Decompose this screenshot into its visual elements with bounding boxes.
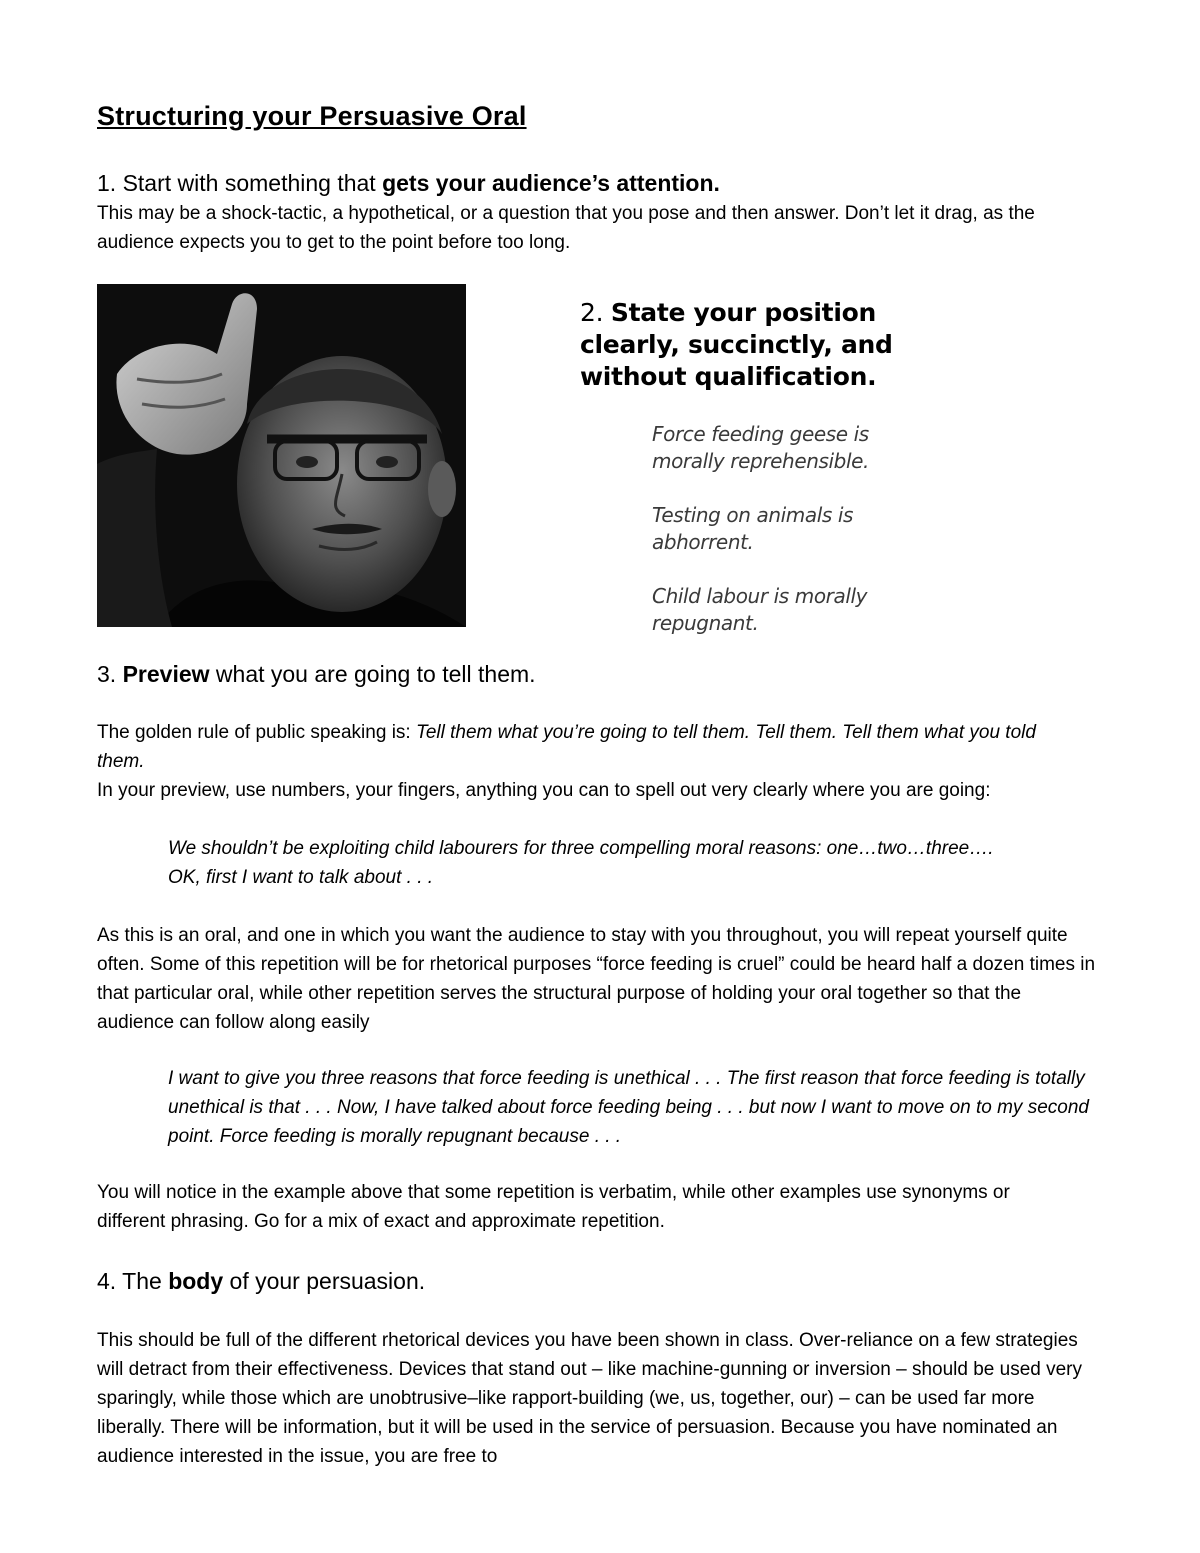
section-3-emphasis: Preview (122, 661, 210, 687)
section-3-paragraph-2: In your preview, use numbers, your fingers, anything you can to spell out very clearly where you are going: (97, 780, 991, 801)
section-4-heading (97, 1268, 425, 1295)
section-1-lead: Start with something that (116, 170, 383, 196)
position-example: Testing on animals is abhorrent. (652, 503, 854, 554)
speaker-photo (97, 284, 466, 627)
section-1-number: 1. (97, 170, 117, 196)
preview-example-line-2: OK, first I want to talk about . . . (168, 867, 434, 888)
section-3-heading (97, 661, 536, 688)
section-3-tail: what you are going to tell them. (209, 661, 536, 687)
section-1-heading (97, 170, 720, 197)
section-4-tail: of your persuasion. (223, 1268, 426, 1294)
section-3-paragraph-1 (97, 718, 1072, 776)
section-3-paragraph-4: You will notice in the example above that some repetition is verbatim, while other examples use synonyms or different phrasing. Go for a mix of exact and approximate repetition. (97, 1182, 1010, 1232)
section-2-number: 2. (580, 298, 611, 327)
preview-example-line-1: We shouldn’t be exploiting child labourers for three compelling moral reasons: one…two…three…. (168, 838, 994, 859)
section-4-body: This should be full of the different rhetorical devices you have been shown in class. Over-reliance on a few strategies will detract from their effectiveness. Devices that stand out – like machine-gunning or inversion – should be used very sparingly, while those which are unobtrusive–like rapport-building (we, us, together, our) – can be used far more liberally. There will be information, but it will be used in the service of persuasion. Because you have nominated an audience interested in the issue, you are free to (97, 1330, 1082, 1467)
section-4-emphasis: body (168, 1268, 224, 1294)
section-2-heading (580, 297, 920, 393)
golden-rule-quote: Tell them what you’re going to tell them. Tell them. Tell them what you told them. (97, 722, 1036, 772)
section-1-body: This may be a shock-tactic, a hypothetical, or a question that you pose and then answer. Don’t let it drag, as the audience expects you to get to the point before too long. (97, 203, 1035, 253)
section-1-emphasis: gets your audience’s attention (382, 170, 714, 196)
repetition-example: I want to give you three reasons that force feeding is unethical . . . The first reason that force feeding is totally unethical is that . . . Now, I have talked about force feeding being . . . but now I want to move on to my second point. Force feeding is morally repugnant because . . . (168, 1068, 1089, 1147)
position-example: Force feeding geese is morally reprehensible. (652, 422, 870, 473)
section-1-tail: . (713, 170, 720, 196)
golden-rule-intro: The golden rule of public speaking is: (97, 722, 416, 743)
speaker-photo-image (97, 284, 466, 627)
document-title: Structuring your Persuasive Oral (97, 101, 527, 131)
section-4-number: 4. (97, 1268, 123, 1294)
section-4-lead: The (122, 1268, 169, 1294)
section-3-paragraph-3: As this is an oral, and one in which you want the audience to stay with you throughout, you will repeat yourself quite often. Some of this repetition will be for rhetorical purposes “force feeding is cruel” could be heard half a dozen times in that particular oral, while other repetition serves the structural purpose of holding your oral together so that the audience can follow along easily (97, 925, 1096, 1033)
section-2-heading-text: State your position clearly, succinctly, and without qualification. (580, 298, 893, 391)
section-3-number: 3. (97, 661, 123, 687)
position-example: Child labour is morally repugnant. (652, 584, 868, 635)
